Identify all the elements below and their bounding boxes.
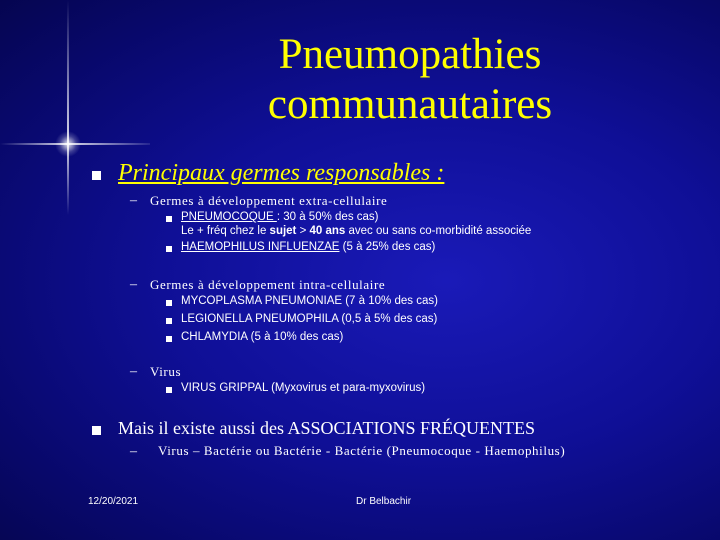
square-bullet-icon (92, 426, 101, 435)
slide-title-line1: Pneumopathies (278, 31, 542, 78)
section-extra-label: Germes à développement extra-cellulaire (150, 193, 388, 208)
item-haemophilus (181, 241, 435, 253)
note-bold-age: 40 ans (309, 225, 346, 237)
light-flare-vertical (67, 0, 69, 215)
associations-sub: Virus – Bactérie ou Bactérie - Bactérie (Pneumocoque - Haemophilus) (158, 443, 566, 458)
item-haemophilus-name: HAEMOPHILUS INFLUENZAE (181, 241, 340, 253)
note-bold-sujet: sujet (269, 225, 297, 237)
dash-bullet: – (130, 364, 137, 379)
note-text: > (296, 225, 310, 237)
item-legionella: LEGIONELLA PNEUMOPHILA (0,5 à 5% des cas) (181, 313, 438, 325)
slide-title-line2: communautaires (267, 81, 553, 128)
note-text: avec ou sans co-morbidité associée (345, 225, 532, 237)
item-chlamydia: CHLAMYDIA (5 à 10% des cas) (181, 331, 344, 343)
slide-title (160, 30, 660, 130)
footer-date: 12/20/2021 (88, 496, 139, 507)
item-haemophilus-detail: (5 à 25% des cas) (339, 241, 436, 253)
section-virus-label: Virus (150, 364, 182, 379)
dash-bullet: – (130, 277, 137, 292)
item-pneumocoque-detail: : 30 à 50% des cas) (276, 211, 379, 223)
item-mycoplasma: MYCOPLASMA PNEUMONIAE (7 à 10% des cas) (181, 295, 438, 307)
item-pneumocoque-name: PNEUMOCOQUE (181, 211, 277, 223)
square-bullet-icon (166, 216, 172, 222)
dash-bullet: – (130, 444, 137, 459)
item-pneumocoque-note (181, 225, 531, 237)
square-bullet-icon (166, 300, 172, 306)
square-bullet-icon (92, 171, 101, 180)
dash-bullet: – (130, 193, 137, 208)
main-heading: Principaux germes responsables : (118, 160, 445, 186)
associations-heading: Mais il existe aussi des ASSOCIATIONS FRÉQUENTES (118, 418, 536, 438)
square-bullet-icon (166, 387, 172, 393)
section-intra-label: Germes à développement intra-cellulaire (150, 277, 386, 292)
square-bullet-icon (166, 336, 172, 342)
footer-author: Dr Belbachir (356, 496, 412, 507)
item-pneumocoque (181, 211, 379, 223)
square-bullet-icon (166, 246, 172, 252)
note-text: Le + fréq chez le (181, 225, 270, 237)
light-flare-core (55, 131, 81, 157)
square-bullet-icon (166, 318, 172, 324)
item-virus-grippal: VIRUS GRIPPAL (Myxovirus et para-myxovirus) (181, 382, 426, 394)
